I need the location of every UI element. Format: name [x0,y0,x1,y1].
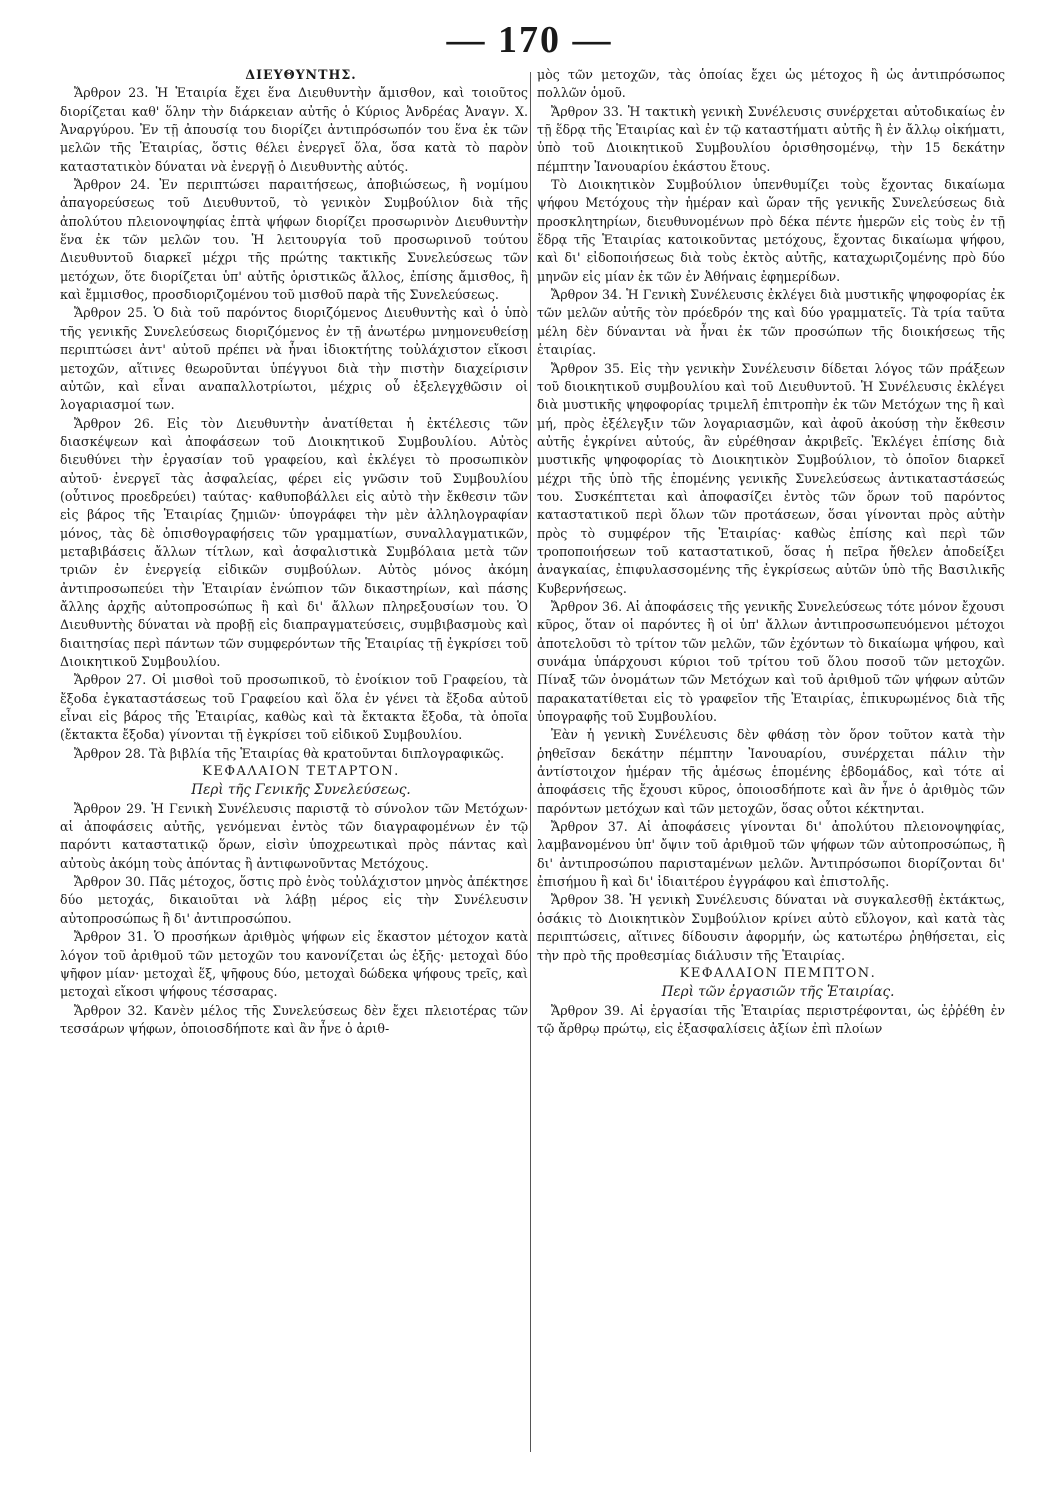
article-27: Ἄρθρον 27. Οἱ μισθοὶ τοῦ προσωπικοῦ, τὸ ἐνοίκιον τοῦ Γραφείου, τὰ ἔξοδα ἐγκαταστάσεως τοῦ Γραφείου καὶ ὅλα ἐν γένει τὰ ἔξοδα αὐτοῦ εἶναι εἰς βάρος τῆς Ἑταιρίας, καθὼς καὶ τὰ ἔκτακτα ἔξοδα, τὰ ὁποῖα (ἔκτακτα ἔξοδα) γίνονται τῇ ἐγκρίσει τοῦ εἰδικοῦ Συμβουλίου. [60,672,528,743]
article-29: Ἄρθρον 29. Ἡ Γενικὴ Συνέλευσις παριστᾷ τὸ σύνολον τῶν Μετόχων· αἱ ἀποφάσεις αὐτῆς, γενόμεναι ἐντὸς τῶν διαγραφομένων ἐν τῷ παρόντι καταστατικῷ ὅρων, εἰσὶν ὑποχρεωτικαὶ πρὸς πάντας καὶ αὐτοὺς ἀκόμη τοὺς ἀπόντας ἢ ἀντιφωνοῦντας Μετόχους. [60,800,528,871]
left-column [60,66,528,1038]
article-24: Ἄρθρον 24. Ἐν περιπτώσει παραιτήσεως, ἀποβιώσεως, ἢ νομίμου ἀπαγορεύσεως τοῦ Διευθυντοῦ, τὸ γενικὸν Συμβούλιον διὰ τῆς ἀπολύτου πλειονοψηφίας ἑπτὰ ψήφων διορίζει προσωρινὸν Διευθυντὴν ἕνα ἐκ τῶν μελῶν του. Ἡ λειτουργία τοῦ προσωρινοῦ τούτου Διευθυντοῦ διαρκεῖ μέχρι τῆς πρώτης τακτικῆς Συνελεύσεως τῶν μετόχων, ὅτε διορίζεται ὑπ' αὐτῆς ὁριστικῶς ἄλλος, ἐπίσης ἄμισθος, ἢ καὶ ἔμμισθος, προσδιοριζομένου τοῦ μισθοῦ παρὰ τῆς Συνελεύσεως. [60,177,528,303]
chapter-subtitle-operations: Περὶ τῶν ἐργασιῶν τῆς Ἑταιρίας. [661,984,895,1001]
column-divider [530,72,531,1452]
article-32-continued: μὸς τῶν μετοχῶν, τὰς ὁποίας ἔχει ὡς μέτοχος ἢ ὡς ἀντιπρόσωπος πολλῶν ὁμοῦ. [537,67,1005,101]
article-23: Ἄρθρον 23. Ἡ Ἑταιρία ἔχει ἕνα Διευθυντὴν ἄμισθον, καὶ τοιοῦτος διορίζεται καθ' ὅλην τὴν διάρκειαν αὐτῆς ὁ Κύριος Ἀνδρέας Ἀναγν. Χ. Ἀναργύρου. Ἐν τῇ ἀπουσίᾳ του διορίζει ἀντιπρόσωπόν του ἕνα ἐκ τῶν μελῶν τῆς Ἑταιρίας, ὅστις θέλει ἐνεργεῖ ὅλα, ὅσα κατὰ τὸ παρὸν καταστατικὸν δύναται νὰ ἐνεργῇ ὁ Διευθυντὴς αὐτός. [60,85,528,174]
article-33: Ἄρθρον 33. Ἡ τακτικὴ γενικὴ Συνέλευσις συνέρχεται αὐτοδικαίως ἐν τῇ ἕδρᾳ τῆς Ἑταιρίας καὶ ἐν τῷ καταστήματι αὐτῆς ἢ ἐν ἄλλῳ οἰκήματι, ὑπὸ τοῦ Διοικητικοῦ Συμβουλίου ὁρισθησομένῳ, τὴν 15 δεκάτην πέμπτην Ἰανουαρίου ἑκάστου ἔτους. [537,103,1005,174]
section-heading-director: ΔΙΕΥΘΥΝΤΗΣ. [245,67,357,82]
chapter-subtitle-general-assembly: Περὶ τῆς Γενικῆς Συνελεύσεως. [191,782,411,799]
article-36-quorum: Ἐὰν ἡ γενικὴ Συνέλευσις δὲν φθάσῃ τὸν ὅρον τοῦτον κατὰ τὴν ῥηθεῖσαν δεκάτην πέμπτην Ἰανουαρίου, συνέρχεται πάλιν τὴν ἀντίστοιχον ἡμέραν τῆς ἀμέσως ἑπομένης ἑβδομάδος, καὶ τότε αἱ ἀποφάσεις τῆς ἔχουσι κῦρος, ὁποιοσδήποτε καὶ ἂν ἦνε ὁ ἀριθμὸς τῶν παρόντων μετόχων καὶ τῶν μετοχῶν, ὅσας οὗτοι κέκτηνται. [537,727,1005,816]
article-30: Ἄρθρον 30. Πᾶς μέτοχος, ὅστις πρὸ ἑνὸς τοὐλάχιστον μηνὸς ἀπέκτησε δύο μετοχάς, δικαιοῦται νὰ λάβῃ μέρος εἰς τὴν Συνέλευσιν αὐτοπροσώπως ἢ δι' ἀντιπροσώπου. [60,874,528,926]
article-36: Ἄρθρον 36. Αἱ ἀποφάσεις τῆς γενικῆς Συνελεύσεως τότε μόνον ἔχουσι κῦρος, ὅταν οἱ παρόντες ἢ οἱ ὑπ' ἄλλων ἀντιπροσωπευόμενοι μέτοχοι ἀποτελοῦσι τὸ τρίτον τῶν μελῶν, τῶν ἐχόντων τὸ δικαίωμα ψήφου, καὶ συνάμα ὑπάρχουσι κύριοι τοῦ τρίτου τοῦ ὅλου ποσοῦ τῶν μετοχῶν. Πίναξ τῶν ὀνομάτων τῶν Μετόχων καὶ τοῦ ἀριθμοῦ τῶν ψήφων αὐτῶν παρακατατίθεται εἰς τὸ γραφεῖον τῆς Ἑταιρίας, ἐπικυρωμένος διὰ τῆς ὑπογραφῆς τοῦ Συμβουλίου. [537,598,1005,725]
article-25: Ἄρθρον 25. Ὁ διὰ τοῦ παρόντος διοριζόμενος Διευθυντὴς καὶ ὁ ὑπὸ τῆς γενικῆς Συνελεύσεως διοριζόμενος ἐν τῇ ἀνωτέρω μνημονευθείσῃ περιπτώσει ἀντ' αὐτοῦ πρέπει νὰ ἦναι ἰδιοκτήτης τοὐλάχιστον εἴκοσι μετοχῶν, αἵτινες θεωροῦνται ὑπέγγυοι διὰ τὴν πιστὴν διαχείρισιν αὐτῶν, καὶ εἶναι αναπαλλοτρίωτοι, μέχρις οὗ ἐξελεγχθῶσιν οἱ λογαριασμοί των. [60,305,528,413]
article-34: Ἄρθρον 34. Ἡ Γενικὴ Συνέλευσις ἐκλέγει διὰ μυστικῆς ψηφοφορίας ἐκ τῶν μελῶν αὐτῆς τὸν πρόεδρόν της καὶ δύο γραμματεῖς. Τὰ τρία ταῦτα μέλη δὲν δύνανται νὰ ἦναι ἐκ τῶν προσώπων τῆς διοικήσεως τῆς ἑταιρίας. [537,287,1005,358]
article-32: Ἄρθρον 32. Κανὲν μέλος τῆς Συνελεύσεως δὲν ἔχει πλειοτέρας τῶν τεσσάρων ψήφων, ὁποιοσδήποτε καὶ ἂν ἦνε ὁ ἀριθ- [60,1002,528,1036]
right-column [537,66,1005,1038]
article-26: Ἄρθρον 26. Εἰς τὸν Διευθυντὴν ἀνατίθεται ἡ ἐκτέλεσις τῶν διασκέψεων καὶ ἀποφάσεων τοῦ Διοικητικοῦ Συμβουλίου. Αὐτὸς διευθύνει τὴν ἐργασίαν τοῦ γραφείου, καὶ ἐκλέγει τὸ προσωπικὸν αὐτοῦ· ἐνεργεῖ τὰς ἀσφαλείας, φέρει εἰς γνῶσιν τοῦ Συμβουλίου (οὗτινος προεδρεύει) ταύτας· καθυποβάλλει εἰς αὐτὸ τὴν ἔκθεσιν τῶν εἰς βάρος τῆς Ἑταιρίας ζημιῶν· ὑπογράφει τὴν μὲν ἀλληλογραφίαν μόνος, τὰς δὲ ὀπισθογραφήσεις τῶν γραμματίων, συναλλαγματικῶν, μεταβιβάσεις ἄλλων τίτλων, καὶ ἀσφαλιστικὰ Συμβόλαια μετὰ τῶν τριῶν ἐν ἐνεργείᾳ εἰδικῶν συμβούλων. Αὐτὸς μόνος ἀκόμη ἀντιπροσωπεύει τὴν Ἑταιρίαν ἐνώπιον τῶν δικαστηρίων, καὶ πάσης ἄλλης ἀρχῆς αὐτοπροσώπως ἢ καὶ δι' ἄλλων πληρεξουσίων του. Ὁ Διευθυντὴς δύναται νὰ προβῇ εἰς διαπραγματεύσεις, συμβιβασμοὺς καὶ διαιτησίας περὶ πάντων τῶν συμφερόντων τῆς Ἑταιρίας τῇ ἐγκρίσει τοῦ Διοικητικοῦ Συμβουλίου. [60,415,528,669]
article-33-notice: Τὸ Διοικητικὸν Συμβούλιον ὑπενθυμίζει τοὺς ἔχοντας δικαίωμα ψήφου Μετόχους τὴν ἡμέραν καὶ ὥραν τῆς γενικῆς Συνελεύσεως διὰ προσκλητηρίων, διευθυνομένων πρὸ δέκα πέντε ἡμερῶν εἰς τοὺς ἐν τῇ ἕδρᾳ τῆς Ἑταιρίας κατοικοῦντας μετόχους, ἔχοντας δικαίωμα ψήφου, καὶ δι' εἰδοποιήσεως διὰ τοὺς ἐκτὸς αὐτῆς, καταχωριζομένης πρὸ δύο μηνῶν εἰς μίαν ἐκ τῶν ἐν Ἀθήναις ἐφημερίδων. [537,177,1005,284]
chapter-heading-fourth: ΚΕΦΑΛΑΙΟΝ ΤΕΤΑΡΤΟΝ. [202,764,400,780]
article-31: Ἄρθρον 31. Ὁ προσήκων ἀριθμὸς ψήφων εἰς ἕκαστον μέτοχον κατὰ λόγον τοῦ ἀριθμοῦ τῶν μετοχῶν του κανονίζεται ὡς ἑξῆς· μετοχαὶ δύο ψῆφον μίαν· μετοχαὶ ἕξ, ψῆφους δύο, μετοχαὶ δώδεκα ψήφους τρεῖς, καὶ μετοχαὶ εἴκοσι ψήφους τέσσαρας. [60,929,528,1000]
chapter-heading-fifth: ΚΕΦΑΛΑΙΟΝ ΠΕΜΠΤΟΝ. [679,965,877,981]
page-number: — 170 — [446,19,613,61]
article-37: Ἄρθρον 37. Αἱ ἀποφάσεις γίνονται δι' ἀπολύτου πλειονοψηφίας, λαμβανομένου ὑπ' ὄψιν τοῦ ἀριθμοῦ τῶν ψήφων τῶν αὐτοπροσώπως, ἢ δι' ἀντιπροσώπου παρισταμένων μελῶν. Ἀντιπρόσωποι διορίζονται δι' ἐπισήμου ἢ καὶ δι' ἰδιαιτέρου ἐγγράφου καὶ ἐπιστολῆς. [537,819,1005,890]
article-38: Ἄρθρον 38. Ἡ γενικὴ Συνέλευσις δύναται νὰ συγκαλεσθῇ ἐκτάκτως, ὁσάκις τὸ Διοικητικὸν Συμβούλιον κρίνει αὐτὸ εὔλογον, καὶ κατὰ τὰς περιπτώσεις, αἵτινες δίδουσιν ἀφορμήν, ὡς κατωτέρω ῥηθήσεται, εἰς τὴν πρὸ τῆς προθεσμίας διάλυσιν τῆς Ἑταιρίας. [537,892,1005,963]
article-28: Ἄρθρον 28. Τὰ βιβλία τῆς Ἑταιρίας θὰ κρατοῦνται διπλογραφικῶς. [74,745,505,761]
article-35: Ἄρθρον 35. Εἰς τὴν γενικὴν Συνέλευσιν δίδεται λόγος τῶν πράξεων τοῦ διοικητικοῦ συμβουλίου καὶ τοῦ Διευθυντοῦ. Ἡ Συνέλευσις ἐκλέγει διὰ μυστικῆς ψηφοφορίας τριμελῆ ἐπιτροπὴν ἐκ τῶν Μετόχων της ἢ καὶ μή, πρὸς ἐξέλεγξιν τῶν λογαριασμῶν, καὶ ἀφοῦ ἀκούσῃ τὴν ἔκθεσιν αὐτῆς ἐγκρίνει αὐτούς, ἂν εὑρέθησαν ἀκριβεῖς. Ἐκλέγει ἐπίσης διὰ μυστικῆς ψηφοφορίας τὸ Διοικητικὸν Συμβούλιον, τὸ ὁποῖον διαρκεῖ μέχρι τῆς ὑπὸ τῆς ἐπομένης γενικῆς Συνελεύσεως ἀντικαταστάσεώς του. Συσκέπτεται καὶ ἀποφασίζει ἐντὸς τῶν ὅρων τοῦ παρόντος καταστατικοῦ περὶ ὅλων τῶν προτάσεων, ὅσαι γίνονται πρὸς αὐτὴν πρὸς τὸ συμφέρον τῆς Ἑταιρίας· καθὼς ἐπίσης καὶ περὶ τῶν τροποποιήσεων τοῦ καταστατικοῦ, ὅσας ἡ πεῖρα ἤθελεν ἀποδείξει ἀναγκαίας, ἐπιφυλασσομένης τῆς ἐγκρίσεως αὐτῶν ὑπὸ τῆς Βασιλικῆς Κυβερνήσεως. [537,360,1005,596]
article-39: Ἄρθρον 39. Αἱ ἐργασίαι τῆς Ἑταιρίας περιστρέφονται, ὡς ἐῤῥέθη ἐν τῷ ἄρθρῳ πρώτῳ, εἰς ἐξασφαλίσεις ἀξίων ἐπὶ πλοίων [537,1002,1005,1036]
